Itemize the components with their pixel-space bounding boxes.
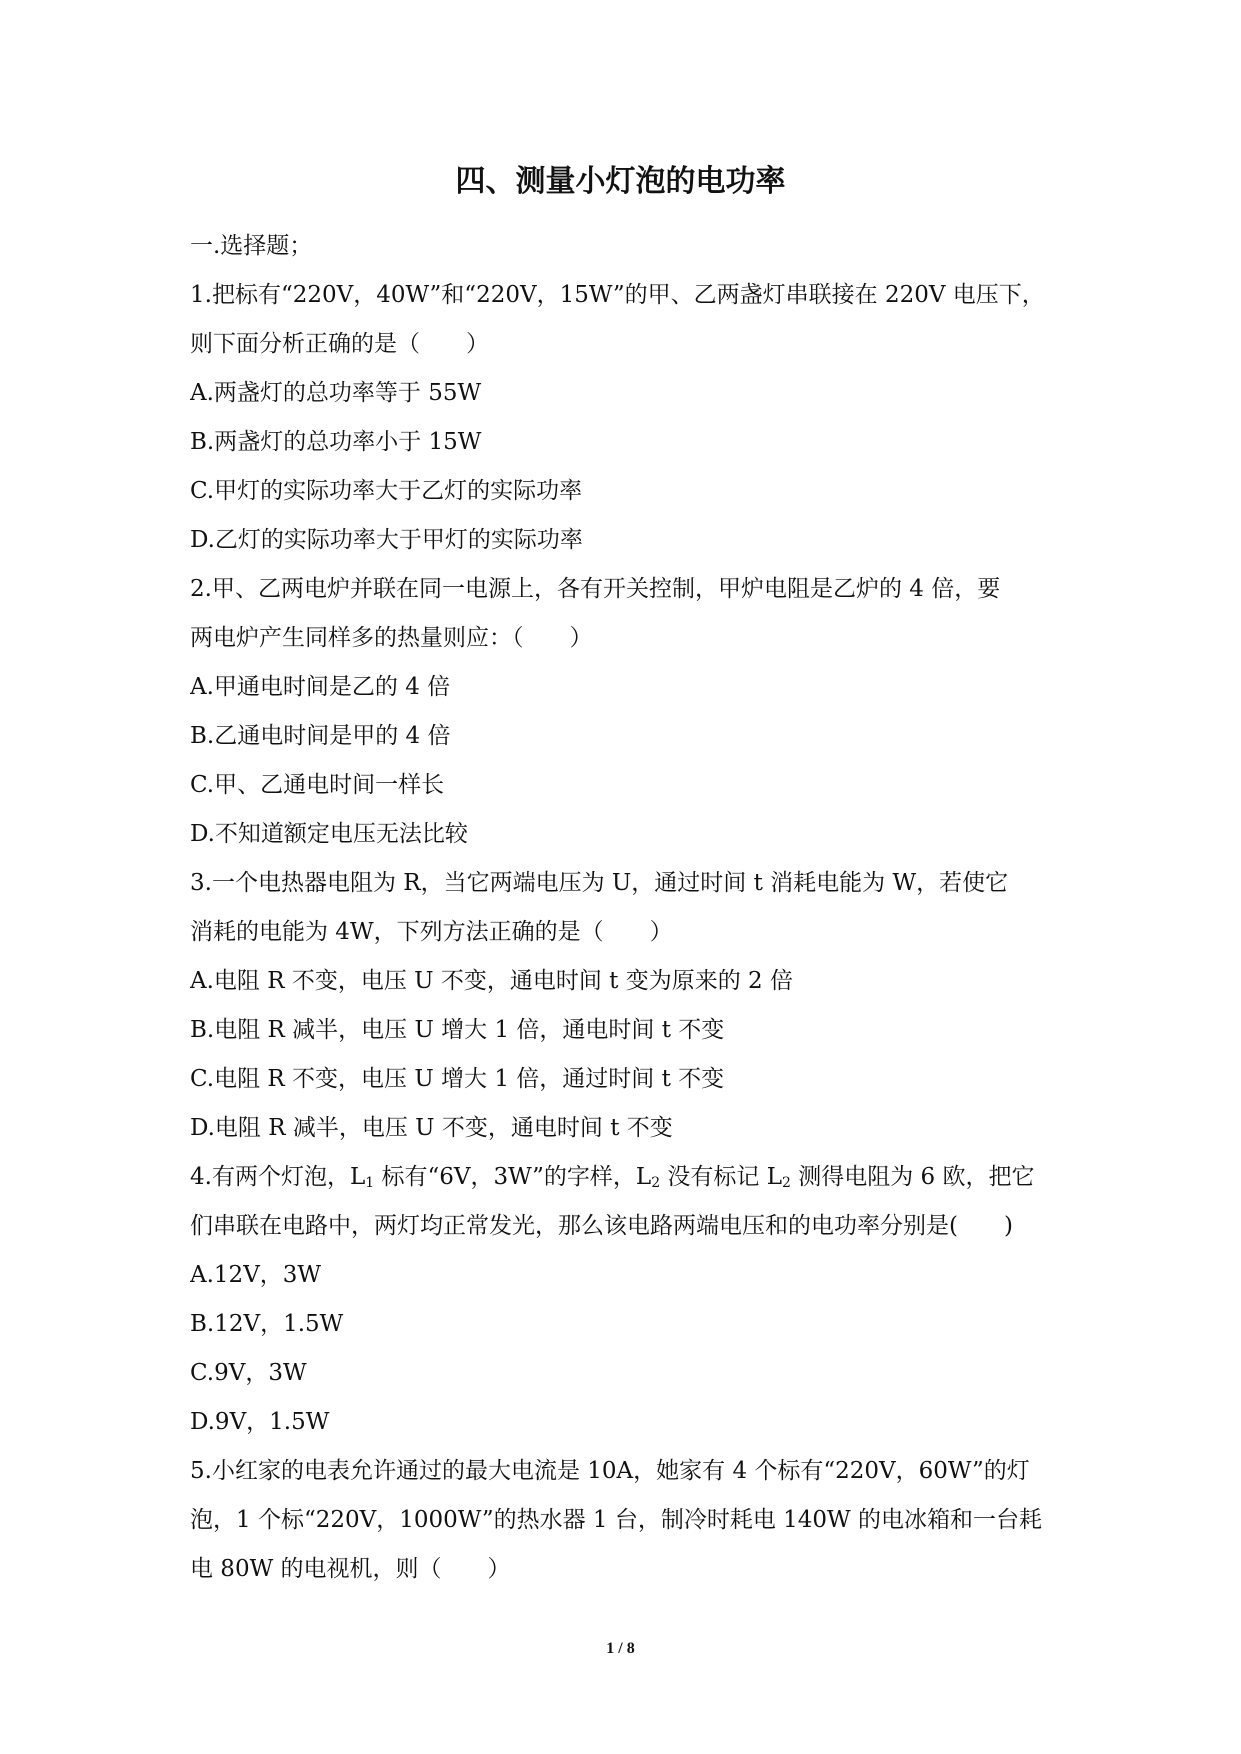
option-c: C.甲灯的实际功率大于乙灯的实际功率	[190, 478, 583, 504]
option-b: B.12V，1.5W	[190, 1311, 344, 1337]
document-body	[190, 222, 1070, 1594]
option-b: B.乙通电时间是甲的 4 倍	[190, 723, 451, 749]
option-d: D.电阻 R 减半，电压 U 不变，通电时间 t 不变	[190, 1115, 673, 1141]
question-text: 们串联在电路中，两灯均正常发光，那么该电路两端电压和的电功率分别是( )	[190, 1213, 1013, 1239]
option-a: A.电阻 R 不变，电压 U 不变，通电时间 t 变为原来的 2 倍	[190, 968, 793, 994]
question-text: 2.甲、乙两电炉并联在同一电源上，各有开关控制，甲炉电阻是乙炉的 4 倍，要	[190, 576, 1001, 602]
option-c: C.甲、乙通电时间一样长	[190, 772, 445, 798]
question-4	[190, 1153, 1070, 1447]
option-a: A.两盏灯的总功率等于 55W	[190, 380, 482, 406]
question-text: 5.小红家的电表允许通过的最大电流是 10A，她家有 4 个标有“220V，60W”的灯	[190, 1458, 1030, 1484]
question-text	[190, 1153, 1070, 1202]
question-text: 消耗的电能为 4W，下列方法正确的是（ ）	[190, 919, 673, 945]
option-a: A.12V，3W	[190, 1262, 322, 1288]
question-3	[190, 859, 1070, 1153]
question-text: 泡，1 个标“220V，1000W”的热水器 1 台，制冷时耗电 140W 的电冰箱和一台耗	[190, 1507, 1042, 1533]
subscript: 2	[651, 1175, 661, 1191]
text-run: 测得电阻为 6 欧，把它	[790, 1164, 1035, 1190]
question-text: 1.把标有“220V，40W”和“220V，15W”的甲、乙两盏灯串联接在 220V 电压下，	[190, 282, 1045, 308]
question-text: 两电炉产生同样多的热量则应：（ ）	[190, 625, 593, 651]
question-1	[190, 271, 1070, 565]
option-a: A.甲通电时间是乙的 4 倍	[190, 674, 451, 700]
option-c: C.电阻 R 不变，电压 U 增大 1 倍，通过时间 t 不变	[190, 1066, 725, 1092]
option-b: B.电阻 R 减半，电压 U 增大 1 倍，通电时间 t 不变	[190, 1017, 725, 1043]
text-run: 标有“6V，3W”的字样，L	[374, 1164, 652, 1190]
text-run: 4.有两个灯泡，L	[190, 1164, 366, 1190]
page-title: 四、测量小灯泡的电功率	[455, 164, 786, 199]
question-text: 电 80W 的电视机，则（ ）	[190, 1556, 511, 1582]
option-c: C.9V，3W	[190, 1360, 307, 1386]
question-5	[190, 1447, 1070, 1594]
option-d: D.不知道额定电压无法比较	[190, 821, 468, 847]
section-heading: 一.选择题；	[190, 233, 313, 259]
option-d: D.乙灯的实际功率大于甲灯的实际功率	[190, 527, 583, 553]
question-text: 3.一个电热器电阻为 R，当它两端电压为 U，通过时间 t 消耗电能为 W，若使它	[190, 870, 1009, 896]
text-run: 没有标记 L	[660, 1164, 783, 1190]
option-b: B.两盏灯的总功率小于 15W	[190, 429, 482, 455]
subscript: 2	[782, 1175, 791, 1191]
question-2	[190, 565, 1070, 859]
question-text: 则下面分析正确的是（ ）	[190, 331, 489, 357]
option-d: D.9V，1.5W	[190, 1409, 330, 1435]
page-number: 1 / 8	[606, 1640, 635, 1657]
subscript: 1	[365, 1175, 375, 1191]
